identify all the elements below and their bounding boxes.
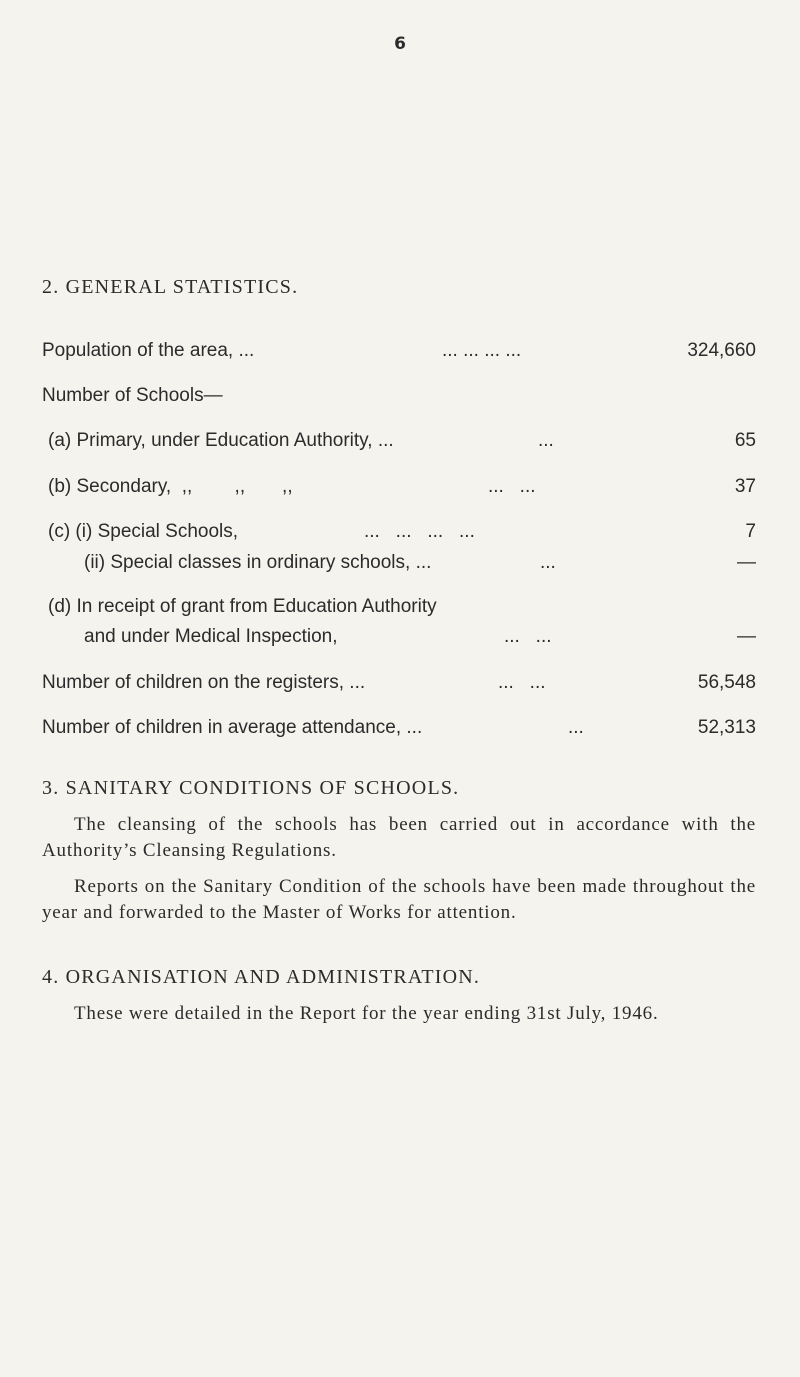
- stat-label: Number of children in average attendance, ...: [42, 717, 423, 738]
- leader-dots: ...: [538, 430, 554, 451]
- stat-label: and under Medical Inspection,: [84, 626, 338, 647]
- stat-row-registers: [42, 669, 756, 697]
- paragraph-sanitary-1: The cleansing of the schools has been carried out in accordance with the Authority’s Cleansing Regulations.: [42, 814, 756, 861]
- leader-dots: ... ... ... ...: [442, 340, 522, 361]
- leader-dots: ... ...: [498, 672, 546, 693]
- leader-dots: ...: [568, 717, 584, 738]
- stat-label: (b) Secondary, ,, ,, ,,: [48, 476, 293, 497]
- section-heading-general-statistics: 2. GENERAL STATISTICS.: [42, 276, 299, 298]
- leader-dots: ... ...: [488, 476, 536, 497]
- stat-label: Number of Schools—: [42, 385, 223, 406]
- paragraph-sanitary-2: Reports on the Sanitary Condition of the schools have been made throughout the year and forwarded to the Master of Works for attention.: [42, 876, 756, 923]
- stat-label: (ii) Special classes in ordinary schools, ...: [84, 552, 432, 573]
- stat-row-grant-line2: [84, 623, 756, 651]
- stat-label: (a) Primary, under Education Authority, ...: [48, 430, 394, 451]
- stat-value: 7: [745, 521, 756, 542]
- stat-row-population: [42, 337, 756, 365]
- stat-subheading-schools: [42, 382, 756, 410]
- leader-dots: ...: [540, 552, 556, 573]
- paragraph-organisation-1: These were detailed in the Report for the year ending 31st July, 1946.: [74, 1003, 659, 1024]
- stat-row-special-schools: [48, 518, 756, 546]
- page-number: 6: [394, 34, 406, 54]
- leader-dots: ... ... ... ...: [364, 521, 475, 542]
- stat-value: —: [737, 552, 756, 573]
- stat-value: 52,313: [697, 717, 756, 738]
- stat-value: 37: [734, 476, 756, 497]
- stat-value: 56,548: [697, 672, 756, 693]
- stat-label: (d) In receipt of grant from Education Authority: [48, 596, 437, 617]
- stat-row-primary: [48, 427, 756, 455]
- stat-label: Number of children on the registers, ...: [42, 672, 366, 693]
- stat-label: Population of the area, ...: [42, 340, 255, 361]
- stat-row-grant-line1: [48, 593, 756, 621]
- leader-dots: ... ...: [504, 626, 552, 647]
- stat-value: 324,660: [687, 340, 756, 361]
- stat-label: (c) (i) Special Schools,: [48, 521, 239, 542]
- stat-value: 65: [734, 430, 756, 451]
- section-heading-organisation: 4. ORGANISATION AND ADMINISTRATION.: [42, 966, 481, 988]
- stat-row-secondary: [48, 473, 756, 501]
- section-heading-sanitary: 3. SANITARY CONDITIONS OF SCHOOLS.: [42, 777, 460, 799]
- stat-row-attendance: [42, 714, 756, 742]
- stat-value: —: [737, 626, 756, 647]
- stat-row-special-classes: [84, 549, 756, 577]
